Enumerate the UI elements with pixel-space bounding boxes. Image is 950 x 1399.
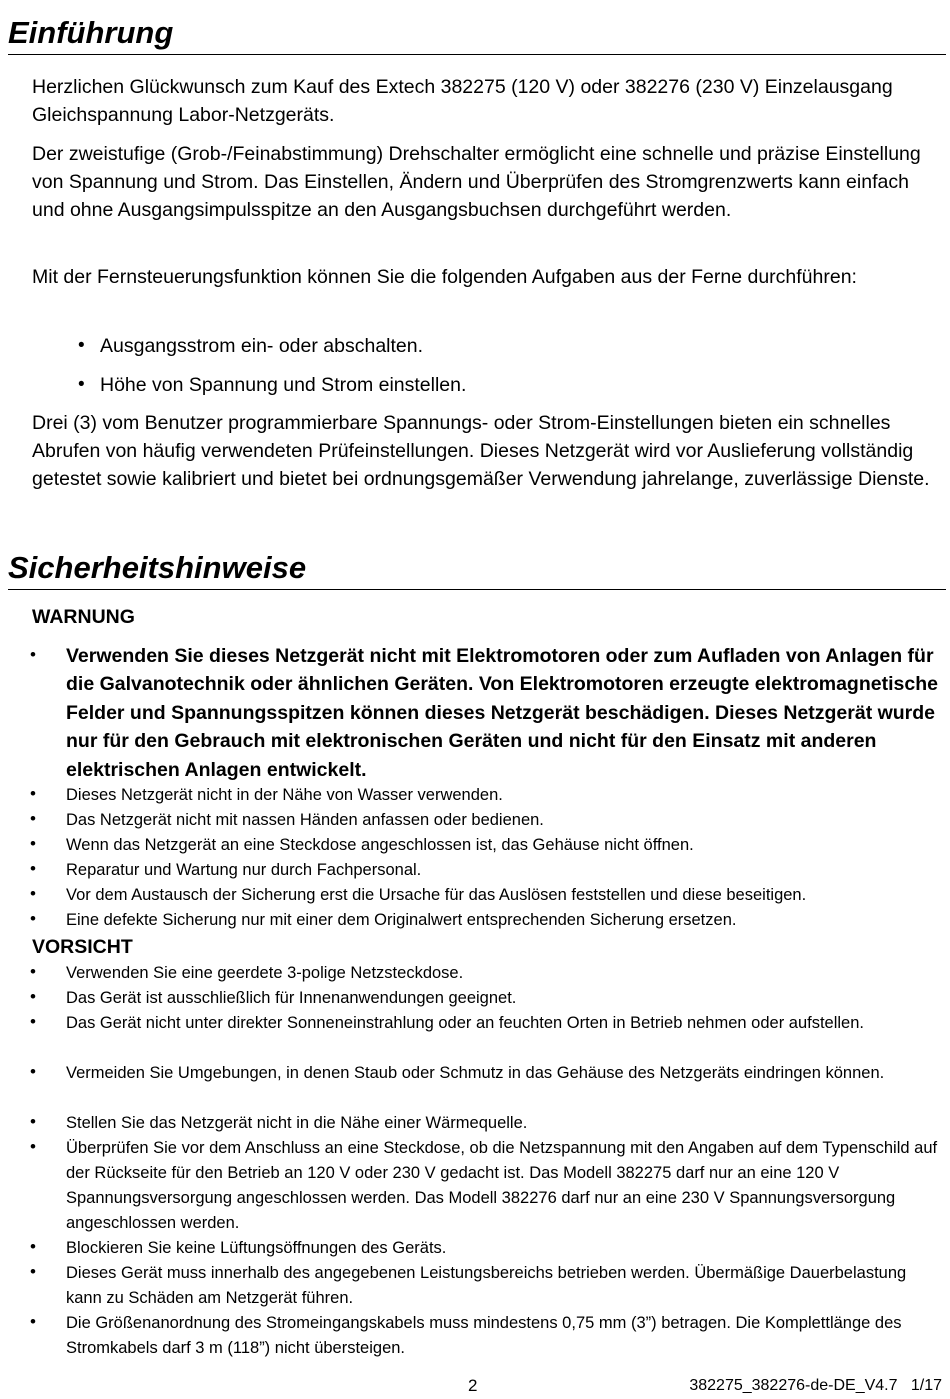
warning-list-item: Das Netzgerät nicht mit nassen Händen anfassen oder bedienen.: [66, 811, 544, 829]
bullet-dot-icon: •: [30, 962, 36, 981]
intro-paragraph-1: Herzlichen Glückwunsch zum Kauf des Extech 382275 (120 V) oder 382276 (230 V) Einzelausgang Gleichspannung Labor-Netzgeräts.: [32, 76, 893, 126]
bullet-dot-icon: •: [78, 335, 85, 356]
intro-paragraph-3: Mit der Fernsteuerungsfunktion können Sie die folgenden Aufgaben aus der Ferne durchführen:: [32, 266, 857, 288]
section-title-safety: Sicherheitshinweise: [8, 549, 946, 590]
bullet-dot-icon: •: [30, 809, 36, 828]
bullet-dot-icon: •: [30, 859, 36, 878]
caution-list-item: Die Größenanordnung des Stromeingangskabels muss mindestens 0,75 mm (3”) betragen. Die Komplettlänge des Stromkabels darf 3 m (118”) nicht übersteigen.: [66, 1314, 902, 1357]
caution-list-item: Blockieren Sie keine Lüftungsöffnungen des Geräts.: [66, 1239, 447, 1257]
bullet-dot-icon: •: [30, 834, 36, 853]
bullet-dot-icon: •: [30, 987, 36, 1006]
caution-list-item: Das Gerät ist ausschließlich für Innenanwendungen geeignet.: [66, 989, 517, 1007]
caution-list-item: Stellen Sie das Netzgerät nicht in die Nähe einer Wärmequelle.: [66, 1114, 528, 1132]
caution-list-item: Das Gerät nicht unter direkter Sonneneinstrahlung oder an feuchten Orten in Betrieb nehmen oder aufstellen.: [66, 1014, 864, 1032]
bullet-dot-icon: •: [30, 1012, 36, 1031]
warning-list-item: Dieses Netzgerät nicht in der Nähe von Wasser verwenden.: [66, 786, 503, 804]
warning-list-item: Eine defekte Sicherung nur mit einer dem Originalwert entsprechenden Sicherung ersetzen.: [66, 911, 737, 929]
page-number: 2: [468, 1376, 478, 1395]
bullet-dot-icon: •: [30, 1237, 36, 1256]
bullet-dot-icon: •: [30, 784, 36, 803]
bullet-dot-icon: •: [30, 909, 36, 928]
caution-list-item: Überprüfen Sie vor dem Anschluss an eine Steckdose, ob die Netzspannung mit den Angaben auf dem Typenschild auf der Rückseite für den Betrieb an 120 V oder 230 V gedacht ist. Das Modell 382275 darf nur an eine 120 V Spannungsversorgung angeschlossen werden. Das Modell 382276 darf nur an eine 230 V Spannungsversorgung angeschlossen werden.: [66, 1139, 938, 1232]
warning-label: WARNUNG: [32, 606, 135, 628]
document-id: 382275_382276-de-DE_V4.7 1/17: [689, 1377, 942, 1394]
bullet-dot-icon: •: [30, 1062, 36, 1081]
bullet-dot-icon: •: [30, 884, 36, 903]
bullet-dot-icon: •: [78, 374, 85, 395]
caution-list-item: Vermeiden Sie Umgebungen, in denen Staub oder Schmutz in das Gehäuse des Netzgeräts eindringen können.: [66, 1064, 885, 1082]
caution-list-item: Verwenden Sie eine geerdete 3-polige Netzsteckdose.: [66, 964, 464, 982]
warning-list-item: Reparatur und Wartung nur durch Fachpersonal.: [66, 861, 422, 879]
intro-bullet-text: Ausgangsstrom ein- oder abschalten.: [100, 335, 424, 357]
section-title-introduction: Einführung: [8, 14, 946, 55]
warning-list-item: Vor dem Austausch der Sicherung erst die Ursache für das Auslösen feststellen und diese beseitigen.: [66, 886, 807, 904]
warning-strong-text: Verwenden Sie dieses Netzgerät nicht mit Elektromotoren oder zum Aufladen von Anlagen für die Galvanotechnik oder ähnlichen Geräten. Von Elektromotoren erzeugte elektromagnetische Felder und Spannungsspitzen können dieses Netzgerät beschädigen. Dieses Netzgerät wurde nur für den Gebrauch mit elektronischen Geräten und nicht für den Einsatz mit anderen elektrischen Anlagen entwickelt.: [66, 645, 938, 781]
warning-list-item: Wenn das Netzgerät an eine Steckdose angeschlossen ist, das Gehäuse nicht öffnen.: [66, 836, 694, 854]
bullet-dot-icon: •: [30, 1262, 36, 1281]
intro-bullet-text: Höhe von Spannung und Strom einstellen.: [100, 374, 467, 396]
intro-paragraph-4: Drei (3) vom Benutzer programmierbare Spannungs- oder Strom-Einstellungen bieten ein schnelles Abrufen von häufig verwendeten Prüfeinstellungen. Dieses Netzgerät wird vor Auslieferung vollständig getestet sowie kalibriert und bietet bei ordnungsgemäßer Verwendung jahrelange, zuverlässige Dienste.: [32, 412, 930, 490]
bullet-dot-icon: •: [30, 1312, 36, 1331]
bullet-dot-icon: •: [30, 645, 36, 664]
caution-label: VORSICHT: [32, 936, 133, 958]
bullet-dot-icon: •: [30, 1112, 36, 1131]
bullet-dot-icon: •: [30, 1137, 36, 1156]
intro-paragraph-2: Der zweistufige (Grob-/Feinabstimmung) Drehschalter ermöglicht eine schnelle und präzise Einstellung von Spannung und Strom. Das Einstellen, Ändern und Überprüfen des Stromgrenzwerts kann einfach und ohne Ausgangsimpulsspitze an den Ausgangsbuchsen durchgeführt werden.: [32, 143, 921, 221]
caution-list-item: Dieses Gerät muss innerhalb des angegebenen Leistungsbereichs betrieben werden. Übermäßige Dauerbelastung kann zu Schäden am Netzgerät führen.: [66, 1264, 907, 1307]
